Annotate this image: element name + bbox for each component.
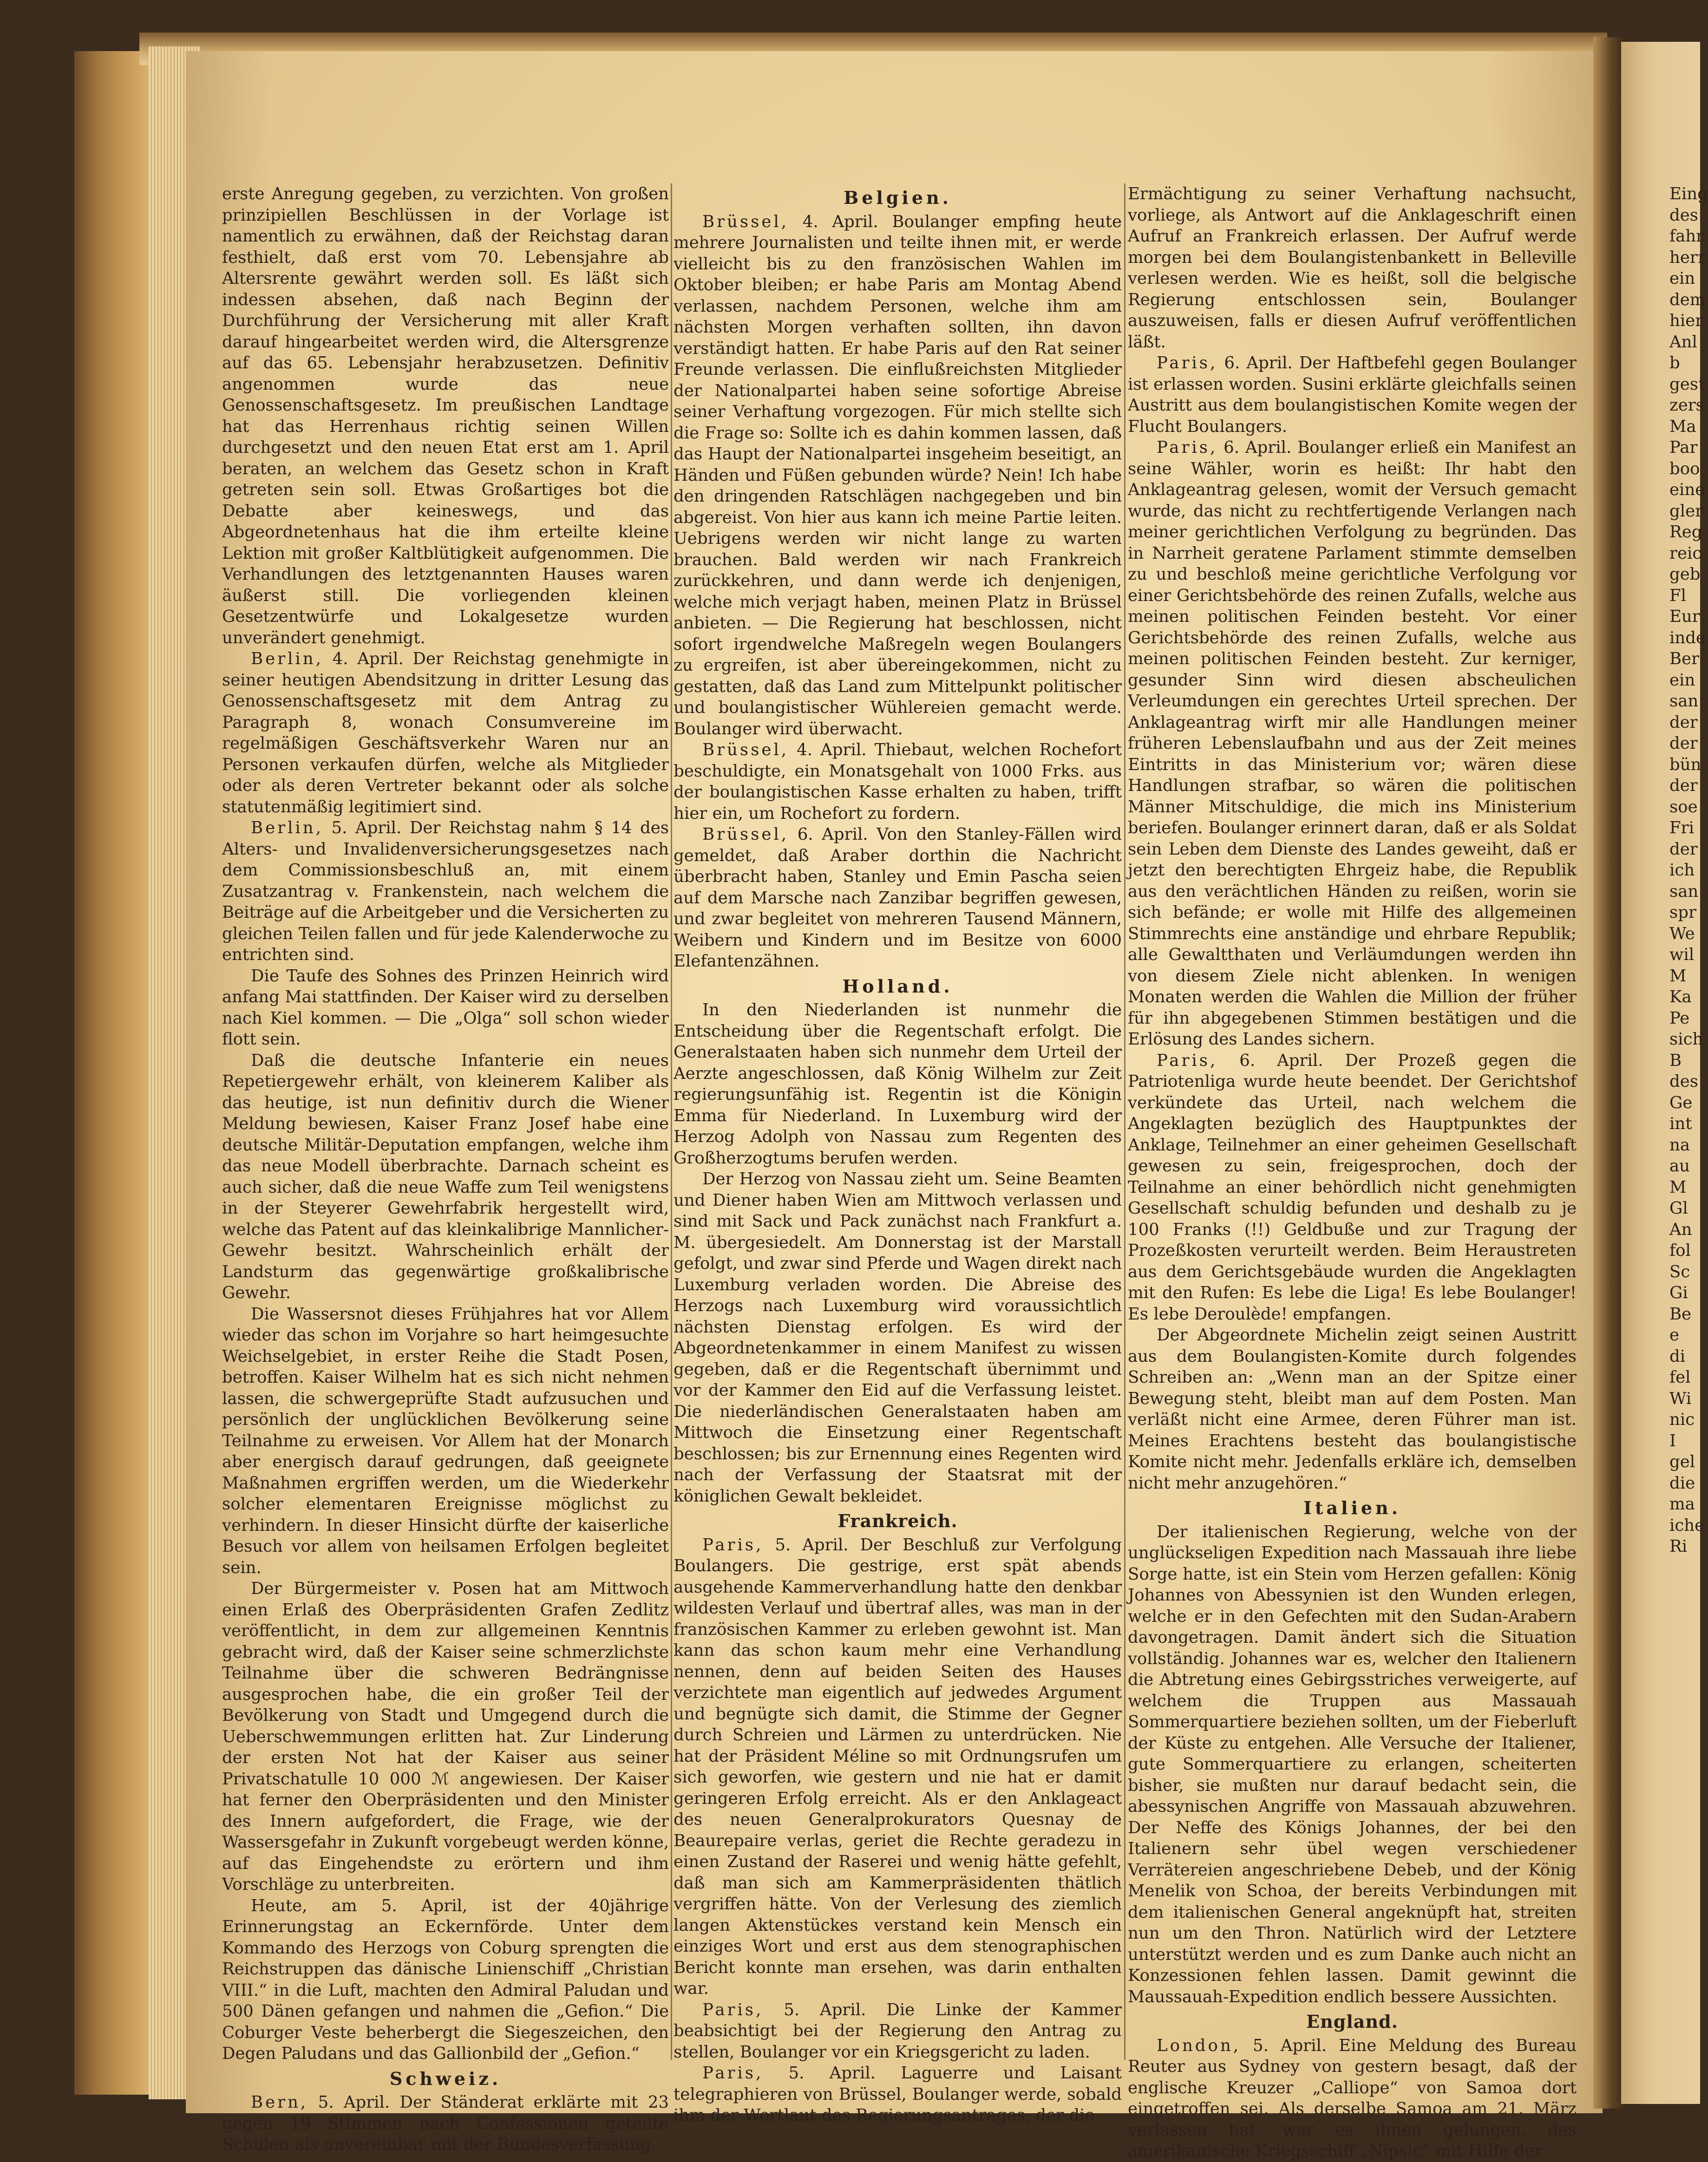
section-heading-england: England.	[1306, 2011, 1398, 2032]
paragraph: Heute, am 5. April, ist der 40jährige Erinnerungstag an Eckernförde. Unter dem Kommando des Herzogs von Coburg sprengten die Reichstruppen das dänische Linienschiff „Christian VIII.“ in die Luft, machten den Admiral Paludan und 500 Dänen gefangen und nahmen die „Gefion.“ Die Coburger Veste beherbergt die Siegeszeichen, den Degen Paludans und das Gallionbild der „Gefion.“	[222, 1896, 669, 2063]
dateline: Brüssel,	[702, 212, 789, 231]
paragraph-text: 5. April. Der Ständerat erklärte mit 23 gegen 19 Stimmen nach Confessionen geteilte Schulen als unvereinbar mit der Bundesverfassung.	[222, 2093, 669, 2154]
adjacent-page-fragment: Ge	[1669, 1093, 1693, 1112]
adjacent-page-fragment: iche	[1669, 1515, 1705, 1535]
dateline: Berlin,	[251, 818, 323, 837]
dateline: Paris,	[702, 2064, 764, 2083]
adjacent-page-fragment: M	[1669, 1177, 1687, 1197]
column-rule	[671, 183, 672, 2060]
adjacent-page-fragment: bün	[1669, 755, 1701, 774]
adjacent-page-fragment: des	[1669, 205, 1698, 225]
paragraph-text: 6. April. Der Prozeß gegen die Patriotenliga wurde heute beendet. Der Gerichtshof verkündete das Urteil, nach welchem die Angeklagten bezüglich des Hauptpunktes der Anklage, Teilnehmer an einer geheimen Gesellschaft gewesen zu sein, freigesprochen, doch der Teilnahme an einer behördlich nicht genehmigten Gesellschaft schuldig befunden und deshalb zu je 100 Franks (!!) Geldbuße und zur Tragung der Prozeßkosten verurteilt werden. Beim Heraustreten aus dem Gerichtsgebäude wurden die Angeklagten mit den Rufen: Es lebe die Liga! Es lebe Boulanger! Es lebe Deroulède! empfangen.	[1128, 1051, 1577, 1324]
adjacent-page-fragment: gest	[1669, 374, 1705, 394]
section-heading-schweiz: Schweiz.	[389, 2068, 502, 2089]
paragraph	[1128, 437, 1577, 1050]
adjacent-page-fragment: Ri	[1669, 1537, 1688, 1556]
adjacent-page-fragment: ein	[1669, 269, 1695, 288]
adjacent-page-fragment: die	[1669, 1473, 1695, 1493]
paragraph: Die Taufe des Sohnes des Prinzen Heinrich wird anfang Mai stattfinden. Der Kaiser wird zu derselben nach Kiel kommen. — Die „Olga“ soll schon wieder flott sein.	[222, 966, 669, 1049]
dateline: Paris,	[1157, 353, 1218, 372]
adjacent-page-fragment: geb	[1669, 565, 1701, 584]
adjacent-page-fragment: gler	[1669, 501, 1703, 521]
paragraph-text: 4. April. Thiebaut, welchen Rochefort beschuldigte, ein Monatsgehalt von 1000 Frks. aus der boulangistischen Kasse erhalten zu haben, trifft hier ein, um Rochefort zu fordern.	[674, 740, 1122, 823]
section-heading-holland: Holland.	[842, 975, 953, 997]
adjacent-page-fragment: reic	[1669, 543, 1702, 563]
paragraph	[1128, 1050, 1577, 1325]
adjacent-page-fragment: We	[1669, 924, 1695, 943]
paragraph	[222, 817, 669, 966]
dateline: Paris,	[1157, 1051, 1218, 1070]
paragraph-text: 5. April. Die Linke der Kammer beabsichtigt bei der Regierung den Antrag zu stellen, Boulanger vor ein Kriegsgericht zu laden.	[674, 2000, 1122, 2062]
column-rule	[1124, 183, 1126, 2060]
dateline: Paris,	[1157, 438, 1218, 457]
adjacent-page-fragment: ich	[1669, 861, 1695, 880]
adjacent-page-fragment: gel	[1669, 1452, 1695, 1471]
paragraph: erste Anregung gegeben, zu verzichten. Von großen prinzipiellen Beschlüssen in der Vorlage ist namentlich zu erwähnen, daß der Reichstag daran festhielt, daß erst vom 70. Lebensjahre ab Altersrente gewährt werden soll. Es läßt sich indessen absehen, daß nach Beginn der Durchführung der Versicherung mit aller Kraft darauf hingearbeitet werden wird, die Altersgrenze auf das 65. Lebensjahr herabzusetzen. Definitiv angenommen wurde das neue Genossenschaftsgesetz. Im preußischen Landtage hat das Herrenhaus richtig seinen Willen durchgesetzt und den neuen Etat erst am 1. April beraten, an welchem das Gesetz schon in Kraft getreten sein soll. Etwas Großartiges bot die Debatte aber keineswegs, und das Abgeordnetenhaus hat die ihm erteilte kleine Lektion mit großer Kaltblütigkeit aufgenommen. Die Verhandlungen des letztgenannten Hauses waren äußerst still. Die vorliegenden kleinen Gesetzentwürfe und Lokalgesetze wurden unverändert genehmigt.	[222, 184, 669, 647]
adjacent-page-fragment: soe	[1669, 797, 1698, 816]
adjacent-page-fragment: der	[1669, 734, 1698, 753]
paragraph: Der Abgeordnete Michelin zeigt seinen Austritt aus dem Boulangisten-Komite durch folgendes Schreiben an: „Wenn man an der Spitze einer Bewegung steht, bleibt man auf dem Posten. Man verläßt nicht eine Armee, deren Führer man ist. Meines Erachtens besteht das boulangistische Komite nicht mehr. Jedenfalls erkläre ich, demselben nicht mehr anzugehören.“	[1128, 1326, 1577, 1493]
paragraph	[674, 1999, 1122, 2063]
dateline: Paris,	[702, 2000, 764, 2019]
paragraph: Der italienischen Regierung, welche von der unglückseligen Expedition nach Massauah ihre liebe Sorge hatte, ist ein Stein vom Herzen gefallen: König Johannes von Abessynien ist den Wunden erlegen, welche er in den Gefechten mit den Sudan-Arabern davongetragen. Damit ändert sich die Situation vollständig. Johannes war es, welcher den Italienern die Abtretung eines Gebirgsstriches verweigerte, auf welchem die Truppen aus Massauah Sommerquartiere beziehen sollten, um der Fieberluft der Küste zu entgehen. Alle Versuche der Italiener, gute Sommerquartiere zu erlangen, scheiterten bisher, sie mußten nur darauf bedacht sein, die abessynischen Angriffe von Massauah abzuwehren. Der Neffe des Königs Johannes, der bei den Italienern sehr übel wegen verschiedener Verrätereien angeschriebene Debeb, und der König Menelik von Schoa, der bereits Verbindungen mit dem italienischen General angeknüpft hat, streiten nun um den Thron. Natürlich wird der Letztere unterstützt werden und es zum Danke auch nicht an Konzessionen fehlen lassen. Damit gewinnt die Maussauah-Expedition endlich bessere Aussichten.	[1128, 1522, 1577, 2006]
adjacent-page-fragment: int	[1669, 1114, 1692, 1133]
adjacent-page-fragment: ein	[1669, 670, 1695, 690]
adjacent-page-fragment: Par	[1669, 438, 1698, 457]
text-column-1	[222, 183, 669, 2155]
section-heading-belgien: Belgien.	[844, 187, 952, 208]
adjacent-page-fragment: der	[1669, 839, 1698, 859]
adjacent-page-fragment: Ka	[1669, 987, 1692, 1006]
paragraph	[674, 211, 1122, 740]
adjacent-page-fragment: Eur	[1669, 607, 1700, 626]
paragraph	[1128, 2035, 1577, 2162]
paragraph-text: 6. April. Von den Stanley-Fällen wird gemeldet, daß Araber dorthin die Nachricht überbracht haben, Stanley und Emin Pascha seien auf dem Marsche nach Zanzibar begriffen gewesen, und zwar begleitet von mehreren Tausend Männern, Weibern und Kindern und im Besitze von 6000 Elefantenzähnen.	[674, 825, 1122, 971]
adjacent-page-fragment: di	[1669, 1346, 1686, 1366]
paragraph-text: 5. April. Laguerre und Laisant telegraphieren von Brüssel, Boulanger werde, sobald ihm der Wortlaut des Regierungsantrages, der die	[674, 2064, 1122, 2125]
adjacent-page-fragment: des	[1669, 1072, 1698, 1091]
adjacent-page-fragment: Wi	[1669, 1389, 1692, 1408]
section-heading-frankreich: Frankreich.	[838, 1510, 958, 1531]
adjacent-page-fragment: Ber	[1669, 649, 1700, 668]
paragraph: Die Wassersnot dieses Frühjahres hat vor Allem wieder das schon im Vorjahre so hart heimgesuchte Weichselgebiet, in erster Reihe die Stadt Posen, betroffen. Kaiser Wilhelm hat es sich nicht nehmen lassen, die schwergeprüfte Stadt aufzusuchen und persönlich der unglücklichen Bevölkerung seine Teilnahme zu erweisen. Vor Allem hat der Monarch aber energisch darauf gedrungen, daß geeignete Maßnahmen ergriffen werden, um die Wiederkehr solcher elementaren Ereignisse möglichst zu verhindern. In dieser Hinsicht dürfte der kaiserliche Besuch vor allem von heilsamen Erfolgen begleitet sein.	[222, 1304, 669, 1577]
dateline: Brüssel,	[702, 740, 789, 759]
adjacent-page-fragment: Be	[1669, 1304, 1692, 1324]
text-column-3	[1128, 183, 1577, 2162]
paragraph-text: 5. April. Eine Meldung des Bureau Reuter aus Sydney von gestern besagt, daß der englische Kreuzer „Calliope“ von Samoa dort eingetroffen sei. Als derselbe Samoa am 21. März verlassen hat, war es ihnen gelungen, das amerikanische Kriegsschiff „Nipsic“ mit Hilfe der	[1128, 2036, 1577, 2161]
adjacent-page-fragment: eine	[1669, 480, 1705, 499]
adjacent-page-fragment: dem	[1669, 290, 1706, 309]
adjacent-page-fragment: spr	[1669, 903, 1696, 922]
adjacent-page-fragment: An	[1669, 1220, 1692, 1239]
adjacent-page-fragment: nic	[1669, 1410, 1695, 1429]
paragraph	[674, 2063, 1122, 2126]
adjacent-page-fragment: fol	[1669, 1241, 1691, 1260]
adjacent-page-fragment: zers	[1669, 396, 1704, 415]
adjacent-page-fragment: san	[1669, 882, 1699, 901]
adjacent-page-fragment: der	[1669, 712, 1698, 732]
dateline: Brüssel,	[702, 825, 789, 844]
paragraph: Der Herzog von Nassau zieht um. Seine Beamten und Diener haben Wien am Mittwoch verlassen und sind mit Sack und Pack zunächst nach Frankfurt a. M. übergesiedelt. Am Donnerstag ist der Marstall gefolgt, und zwar sind Pferde und Wagen direkt nach Luxemburg verladen worden. Die Abreise des Herzogs nach Luxemburg wird voraussichtlich nächsten Dienstag erfolgen. Es wird der Abgeordnetenkammer in einem Manifest zu wissen gegeben, daß er die Regentschaft übernimmt und vor der Kammer den Eid auf die Verfassung leistet. Die niederländischen Generalstaaten haben am Mittwoch die Einsetzung einer Regentschaft beschlossen; bis zur Ernennung eines Regenten wird nach der Verfassung der Staatsrat mit der königlichen Gewalt bekleidet.	[674, 1169, 1122, 1506]
text-column-2	[674, 183, 1122, 2126]
adjacent-page-fragment: M	[1669, 966, 1687, 986]
adjacent-page-fragment: Pe	[1669, 1008, 1690, 1028]
adjacent-page-fragment: san	[1669, 692, 1699, 711]
paragraph-text: 4. April. Der Reichstag genehmigte in seiner heutigen Abendsitzung in dritter Lesung das Genossenschaftsgesetz mit dem Antrag zu Paragraph 8, wonach Consumvereine im regelmäßigen Geschäftsverkehr Waren nur an Personen verkaufen dürfen, welche als Mitglieder oder als deren Vertreter bekannt oder als solche statutenmäßig legitimiert sind.	[222, 649, 669, 816]
adjacent-page-fragment: Anl	[1669, 332, 1697, 352]
section-heading-italien: Italien.	[1303, 1497, 1401, 1518]
adjacent-page-fragment: au	[1669, 1156, 1690, 1176]
adjacent-page-fragment: herr	[1669, 248, 1706, 267]
adjacent-page-fragment: boo	[1669, 459, 1700, 478]
paragraph	[674, 739, 1122, 824]
adjacent-page-text-fragments	[1669, 183, 1708, 1557]
adjacent-page-fragment: b	[1669, 353, 1680, 372]
adjacent-page-fragment: hier	[1669, 311, 1703, 330]
adjacent-page-fragment: fahr	[1669, 227, 1704, 246]
adjacent-page-fragment: Gi	[1669, 1283, 1688, 1302]
dateline: Berlin,	[251, 649, 323, 668]
adjacent-page-fragment: inde	[1669, 628, 1706, 647]
dateline: Paris,	[702, 1535, 764, 1555]
dateline: Bern,	[251, 2093, 308, 2112]
adjacent-page-fragment: Sc	[1669, 1262, 1690, 1281]
paragraph	[674, 824, 1122, 972]
paragraph: Der Bürgermeister v. Posen hat am Mittwoch einen Erlaß des Oberpräsidenten Grafen Zedlitz veröffentlicht, in dem zur allgemeinen Kenntnis gebracht wird, daß der Kaiser seine schmerzlichste Teilnahme über die schweren Bedrängnisse ausgesprochen habe, die ein großer Teil der Bevölkerung von Stadt und Umgegend durch die Ueberschwemmungen erlitten hat. Zur Linderung der ersten Not hat der Kaiser aus seiner Privatschatulle 10 000 ℳ angewiesen. Der Kaiser hat ferner den Oberpräsidenten und den Minister des Innern aufgefordert, die Frage, wie der Wassersgefahr in Zukunft vorgebeugt werden könne, auf das Eingehendste zu erörtern und ihm Vorschläge zu unterbreiten.	[222, 1579, 669, 1894]
paragraph-text: 5. April. Der Beschluß zur Verfolgung Boulangers. Die gestrige, erst spät abends ausgehende Kammerverhandlung hatte den denkbar wildesten Verlauf und übertraf alles, was man in der französischen Kammer zu erleben gewohnt ist. Man kann das schon kaum mehr eine Verhandlung nennen, denn auf beiden Seiten des Hauses verzichtete man eigentlich auf jedwedes Argument und begnügte sich damit, die Stimme der Gegner durch Schreien und Lärmen zu unterdrücken. Nie hat der Präsident Méline so mit Ordnungsrufen um sich geworfen, wie gestern und nie hat er damit geringeren Erfolg erreicht. Als er den Anklageact des neuen Generalprokurators Quesnay de Beaurepaire verlas, geriet die Rechte geradezu in einen Zustand der Raserei und wenig hätte gefehlt, daß man sich am Kammerpräsidenten thätlich vergriffen hätte. Von der Verlesung des ziemlich langen Aktenstückes verstand kein Mensch ein einziges Wort und erst aus dem stenographischen Bericht konnte man ersehen, was darin enthalten war.	[674, 1535, 1122, 1998]
paragraph-text: 6. April. Boulanger erließ ein Manifest an seine Wähler, worin es heißt: Ihr habt den Anklageantrag gelesen, womit der Versuch gemacht wurde, das nicht zu rechtfertigende Verlangen nach meiner gerichtlichen Verfolgung zu begründen. Das in Narrheit geratene Parlament stimmte demselben zu und beschloß meine gerichtliche Verfolgung vor einer Gerichtsbehörde des reinen Zufalls, welche aus meinen politischen Feinden besteht. Vor einer Gerichtsbehörde des reinen Zufalls, welche aus meinen politischen Feinden besteht. Zur kerniger, gesunder Sinn wird diesen abscheulichen Verleumdungen ein gerechtes Urteil sprechen. Der Anklageantrag wirft mir alle Handlungen meiner früheren Lebenslaufbahn und aus der Zeit meines Eintritts in das Ministerium vor; wären diese Handlungen strafbar, so wären die politischen Männer Mitschuldige, die mich ins Ministerium beriefen. Boulanger erinnert daran, daß er als Soldat sein Leben dem Dienste des Landes geweiht, daß er jetzt den berechtigten Ehrgeiz habe, die Republik aus den verächtlichen Händen zu reißen, worin sie sich befände; er wolle mit Hilfe des allgemeinen Stimmrechts eine anständige und ehrbare Republik; alle Gewaltthaten und Verläumdungen werden ihn von diesem Ziele nicht ablenken. In wenigen Monaten werden die Wahlen die Million der früher für ihn abgegebenen Stimmen bestätigen und die Erlösung des Landes sichern.	[1128, 438, 1577, 1049]
paragraph-text: 5. April. Der Reichstag nahm § 14 des Alters- und Invalidenversicherungsgesetzes nach dem Commissionsbeschluß an, mit einem Zusatzantrag v. Frankenstein, nach welchem die Beiträge auf die Arbeitgeber und die Versicherten zu gleichen Teilen fallen und für jede Kalenderwoche zu entrichten sind.	[222, 818, 669, 964]
paragraph: In den Niederlanden ist nunmehr die Entscheidung über die Regentschaft erfolgt. Die Generalstaaten haben sich nunmehr dem Urteil der Aerzte angeschlossen, daß König Wilhelm zur Zeit regierungsunfähig ist. Regentin ist die Königin Emma für Niederland. In Luxemburg wird der Herzog Adolph von Nassau zum Regenten des Großherzogtums berufen werden.	[674, 1000, 1122, 1168]
adjacent-page-fragment: e	[1669, 1326, 1680, 1345]
adjacent-page-fragment: der	[1669, 776, 1698, 795]
paragraph: Daß die deutsche Infanterie ein neues Repetiergewehr erhält, von kleinerem Kaliber als das heutige, ist nun definitiv durch die Wiener Meldung bewiesen, Kaiser Franz Josef habe eine deutsche Militär-Deputation empfangen, welche ihm das neue Modell überbrachte. Darnach scheint es auch sicher, daß die neue Waffe zum Teil wenigstens in der Steyerer Gewehrfabrik hergestellt wird, welche das Patent auf das kleinkalibrige Mannlicher-Gewehr besitzt. Wahrscheinlich erhält der Landsturm das gegenwärtige großkalibrische Gewehr.	[222, 1051, 669, 1302]
adjacent-page-fragment: B	[1669, 1051, 1682, 1070]
adjacent-page-fragment: sich	[1669, 1030, 1703, 1049]
adjacent-page-fragment: Ma	[1669, 417, 1696, 436]
dateline: London,	[1157, 2036, 1241, 2055]
adjacent-page-fragment: fel	[1669, 1368, 1691, 1387]
adjacent-page-fragment: Reg	[1669, 523, 1702, 542]
paragraph: Ermächtigung zu seiner Verhaftung nachsucht, vorliege, als Antwort auf die Anklageschrift einen Aufruf an Frankreich erlassen. Der Aufruf werde morgen bei dem Boulangistenbankett in Belleville verlesen werden. Wie es heißt, soll die belgische Regierung entschlossen sein, Boulanger auszuweisen, falls er diesen Aufruf veröffentlichen läßt.	[1128, 184, 1577, 352]
adjacent-page-fragment: Fri	[1669, 818, 1694, 837]
adjacent-page-fragment: ma	[1669, 1495, 1695, 1514]
adjacent-page-fragment: Fl	[1669, 586, 1686, 605]
adjacent-page-fragment: Gl	[1669, 1199, 1688, 1218]
paragraph	[1128, 353, 1577, 437]
adjacent-page-fragment: wil	[1669, 945, 1695, 964]
paragraph-text: 6. April. Der Haftbefehl gegen Boulanger ist erlassen worden. Susini erklärte gleichfalls seinen Austritt aus dem boulangistischen Komite wegen der Flucht Boulangers.	[1128, 353, 1577, 436]
paragraph	[674, 1535, 1122, 1999]
adjacent-page-fragment: na	[1669, 1135, 1690, 1155]
paragraph	[222, 648, 669, 817]
paragraph	[222, 2092, 669, 2155]
paragraph-text: 4. April. Boulanger empfing heute mehrere Journalisten und teilte ihnen mit, er werde vielleicht bis zu den französischen Wahlen im Oktober bleiben; er habe Paris am Montag Abend verlassen, nachdem Personen, welche ihm am nächsten Morgen verhaften sollten, ihn davon verständigt hatten. Er habe Paris auf den Rat seiner Freunde verlassen. Die einflußreichsten Mitglieder der Nationalpartei haben seine sofortige Abreise seiner Verhaftung vorgezogen. Für mich stellte sich die Frage so: Sollte ich es dahin kommen lassen, daß das Haupt der Nationalpartei insgeheim beseitigt, an Händen und Füßen gebunden würde? Nein! Ich habe den dringenden Ratschlägen nachgegeben und bin abgereist. Von hier aus kann ich meine Partie leiten. Uebrigens werden wir nicht lange zu warten brauchen. Bald werden wir nach Frankreich zurückkehren, und dann werde ich denjenigen, welche mich verjagt haben, meinen Platz in Brüssel anbieten. — Die Regierung hat beschlossen, nicht sofort irgendwelche Maßregeln wegen Boulangers zu ergreifen, ist aber übereingekommen, nicht zu gestatten, daß das Land zum Mittelpunkt politischer und boulangistischer Wühlereien gemacht werde. Boulanger wird überwacht.	[674, 212, 1122, 738]
adjacent-page-fragment: I	[1669, 1431, 1676, 1450]
adjacent-page-fragment: Eing	[1669, 184, 1708, 203]
